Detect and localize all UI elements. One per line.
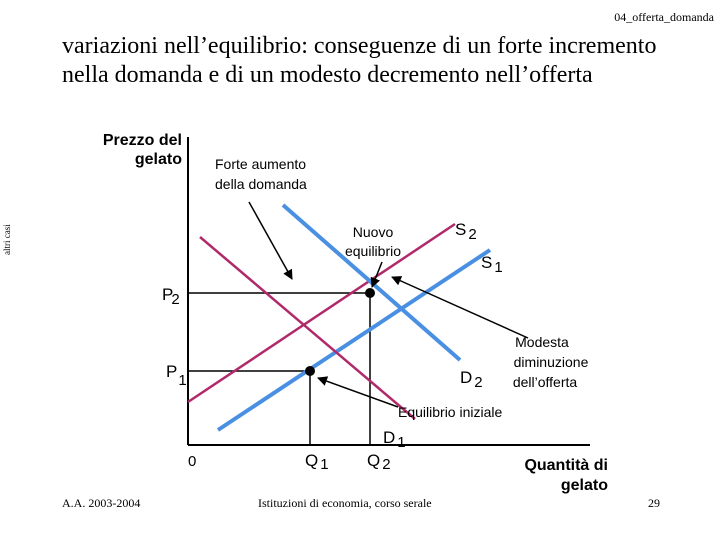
footer-academic-year: A.A. 2003-2004 (62, 496, 141, 510)
footer-course-name: Istituzioni di economia, corso serale (258, 496, 432, 510)
annotation-initial-eq: Equilibrio iniziale (398, 404, 503, 420)
x-axis-label-line2: gelato (560, 477, 608, 494)
slide-title: variazioni nell’equilibrio: conseguenze di un forte incremento nella domanda e di un modesto decremento nell’offerta (62, 33, 657, 88)
supply-curve-s2 (188, 224, 455, 402)
curve-label-s1: S 1 (481, 253, 503, 276)
annotation-supply-line3: dell’offerta (512, 374, 578, 390)
initial-equilibrium-point (305, 366, 315, 376)
curve-label-d1: D 1 (383, 428, 406, 451)
supply-curve-s1 (218, 250, 490, 430)
quantity-label-q1: Q 1 (305, 451, 329, 473)
demand-curve-d1 (200, 237, 415, 419)
annotation-demand-line1: Forte aumento (215, 156, 307, 172)
annotation-supply-line1: Modesta (515, 334, 569, 350)
x-axis-label-line1: Quantità di (524, 457, 608, 474)
curve-label-d2: D 2 (460, 368, 483, 391)
price-label-p1: P1 (166, 362, 187, 389)
curve-label-s2: S 2 (455, 220, 477, 243)
origin-label: 0 (188, 453, 197, 470)
side-note: altri casi (2, 224, 12, 255)
page-number: 29 (648, 496, 660, 510)
slide-tag: 04_offerta_domanda (614, 10, 714, 24)
price-label-p2: P2 (162, 285, 180, 308)
supply-decrease-arrow (392, 277, 528, 338)
demand-increase-arrow (249, 202, 292, 279)
quantity-label-q2: Q 2 (367, 451, 391, 473)
annotation-supply-line2: diminuzione (513, 354, 589, 370)
y-axis-label-line1: Prezzo del (102, 132, 182, 149)
annotation-new-eq-line1: Nuovo (352, 224, 394, 240)
new-equilibrium-point (365, 288, 375, 298)
annotation-new-eq-line2: equilibrio (344, 243, 402, 259)
annotation-demand-line2: della domanda (215, 176, 307, 192)
y-axis-label-line2: gelato (134, 151, 182, 168)
initial-equilibrium-arrow (318, 378, 398, 407)
